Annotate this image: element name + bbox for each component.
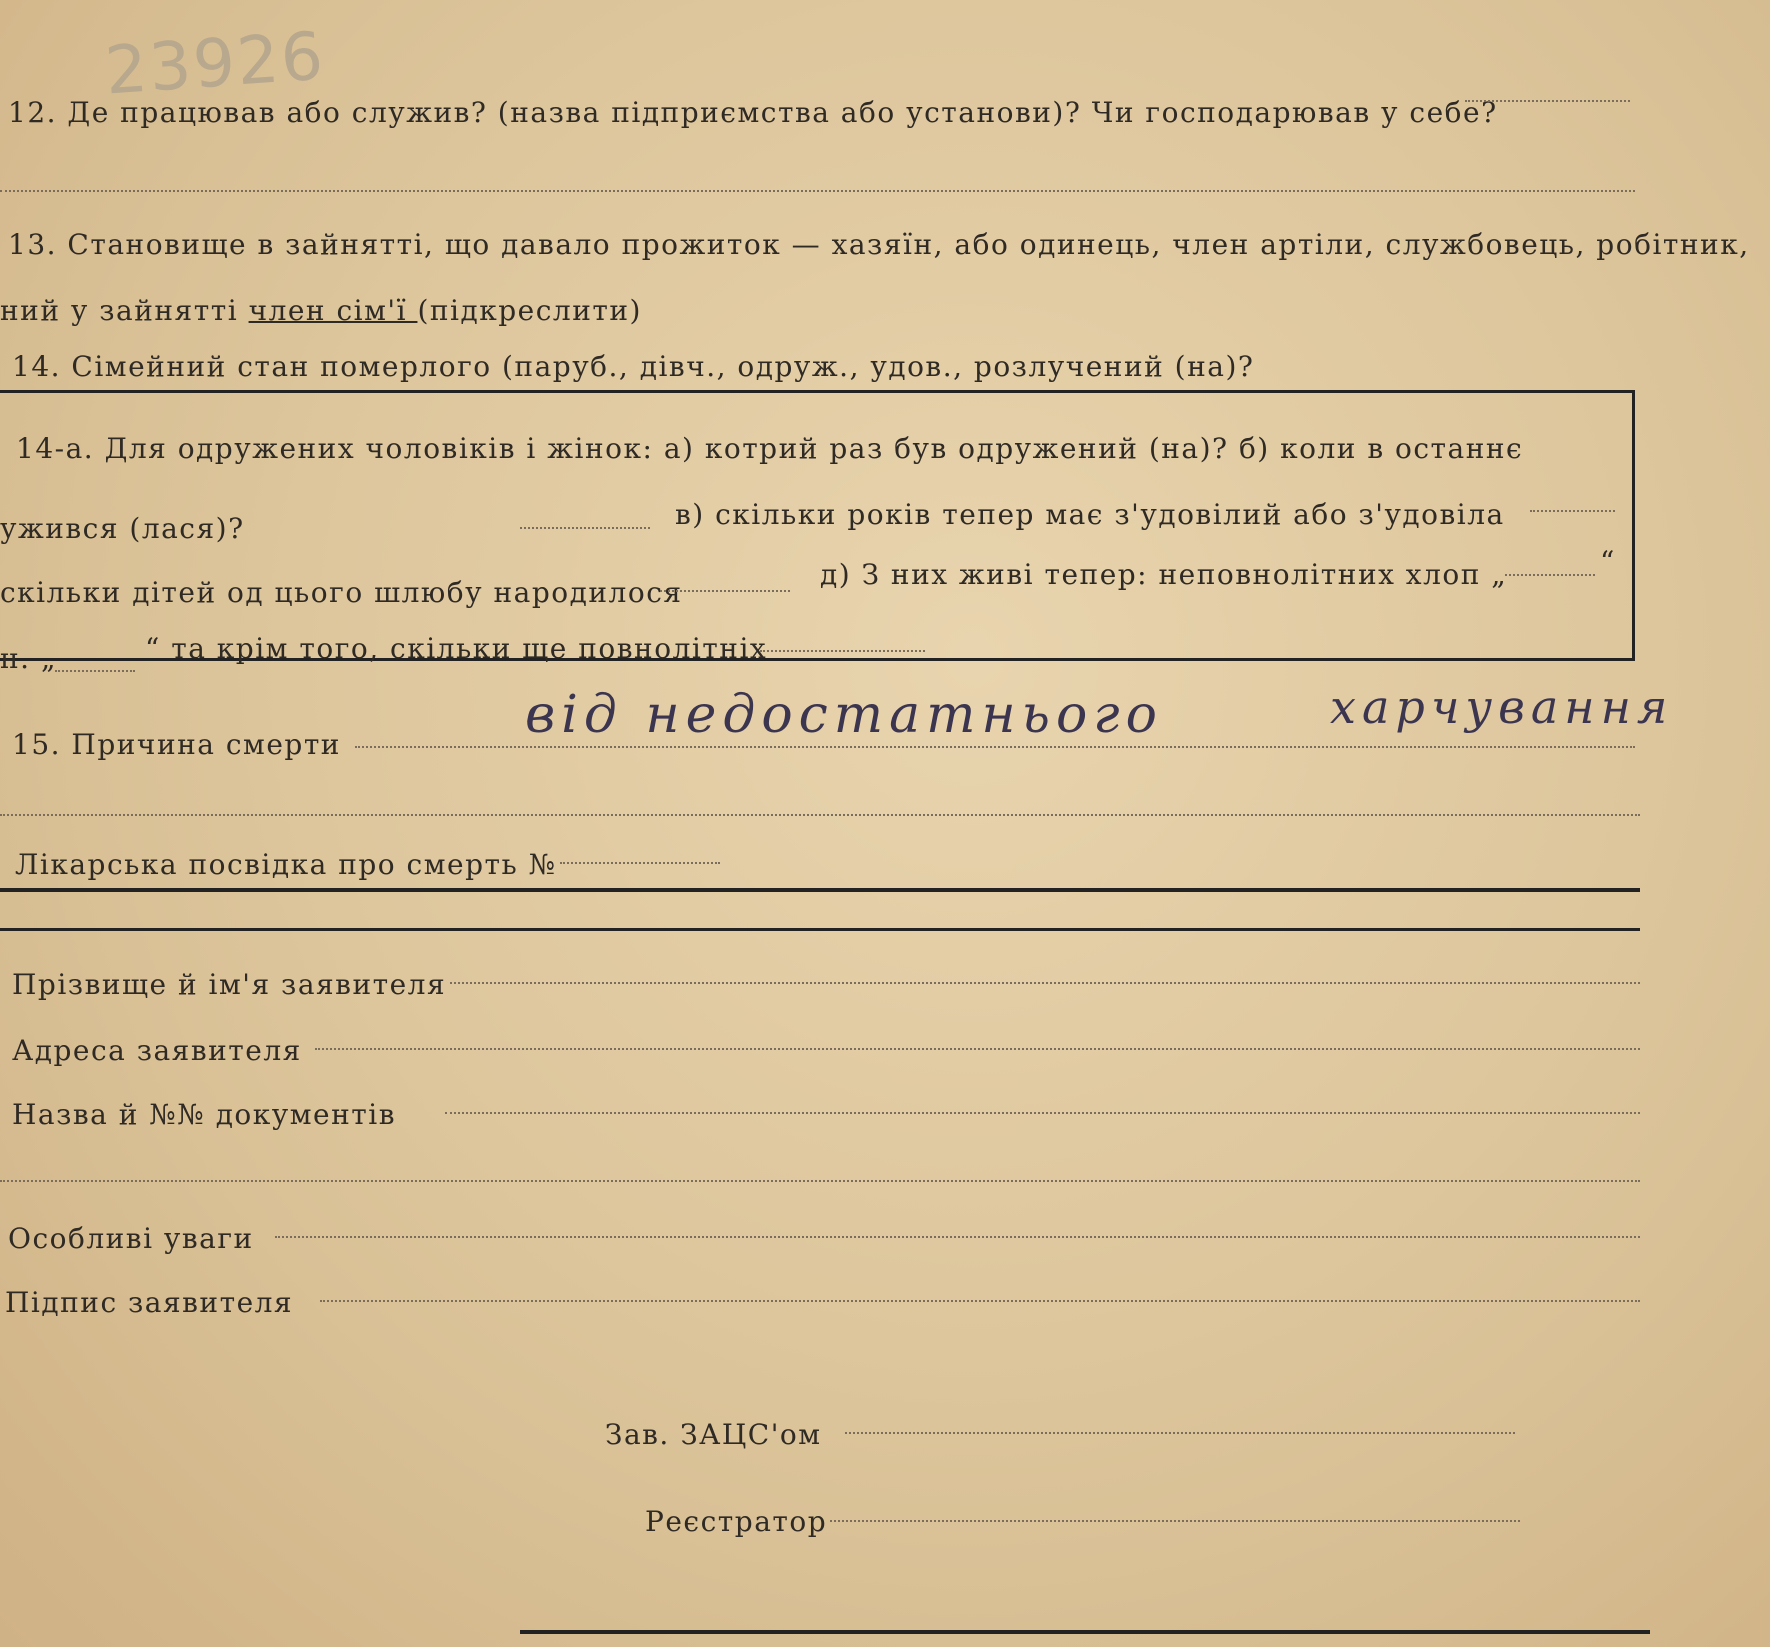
q15-handwritten-answer-part2: харчування [1330, 680, 1674, 734]
applicant-name-field[interactable] [450, 982, 1640, 984]
q14a-widowed-years-field[interactable] [1530, 510, 1615, 512]
q13-underlined-option: член сім'ї [248, 294, 418, 327]
notes-label: Особливі уваги [8, 1222, 254, 1255]
q13-line2-pre: ний у зайнятті [0, 294, 249, 327]
section-rule-2 [0, 928, 1640, 931]
q15-handwritten-answer-part1: від недостатнього [525, 685, 1163, 745]
q14a-minor-boys-field[interactable] [1505, 574, 1595, 576]
notes-field[interactable] [275, 1236, 1640, 1238]
q14a-line1: 14-а. Для одружених чоловіків і жінок: а) котрий раз був одружений (на)? б) коли в останнє [16, 432, 1524, 465]
q15-label: 15. Причина смерти [12, 728, 341, 761]
q15-field-line2[interactable] [0, 814, 1640, 816]
documents-field-line2[interactable] [0, 1180, 1640, 1182]
certificate-label: Лікарська посвідка про смерть № [15, 848, 557, 881]
q14a-children-born-field[interactable] [660, 590, 790, 592]
q12-field[interactable] [1465, 100, 1630, 102]
registrar-field[interactable] [830, 1520, 1520, 1522]
q13-line2 [0, 294, 642, 327]
q14a-line2a: ужився (лася)? [0, 512, 245, 545]
q13-line1: 13. Становище в зайнятті, що давало прожиток — хазяїн, або одинець, член артіли, службовець, робітник, [8, 228, 1750, 261]
q13-line2-post: (підкреслити) [417, 294, 642, 327]
bottom-rule [520, 1630, 1650, 1634]
q14a-line4b: “ та крім того, скільки ще повнолітніх [145, 632, 768, 665]
q14a-line3c: “ [1600, 545, 1616, 578]
q12-field-line2[interactable] [0, 190, 1635, 192]
q14-text: 14. Сімейний стан померлого (паруб., дівч., одруж., удов., розлучений (на)? [12, 350, 1255, 383]
q14a-adults-field[interactable] [760, 650, 925, 652]
q14a-line4a: н. „ [0, 642, 57, 675]
documents-field[interactable] [445, 1112, 1640, 1114]
section-rule-1 [0, 888, 1640, 892]
applicant-address-label: Адреса заявителя [12, 1034, 302, 1067]
q14a-minor-girls-field[interactable] [55, 670, 135, 672]
archive-number-stamp: 23926 [102, 17, 328, 110]
q14a-line2b: в) скільки років тепер має з'удовілий або з'удовіла [675, 498, 1505, 531]
signature-label: Підпис заявителя [5, 1286, 294, 1319]
registrar-label: Реєстратор [645, 1505, 828, 1538]
zags-head-field[interactable] [845, 1432, 1515, 1434]
signature-field[interactable] [320, 1300, 1640, 1302]
q12-text: 12. Де працював або служив? (назва підприємства або установи)? Чи господарював у себе? [8, 96, 1498, 129]
q14a-line3a: скільки дітей од цього шлюбу народилося [0, 576, 683, 609]
q14a-line3b: д) З них живі тепер: неповнолітних хлоп „ [820, 558, 1508, 591]
applicant-address-field[interactable] [315, 1048, 1640, 1050]
certificate-number-field[interactable] [560, 862, 720, 864]
zags-head-label: Зав. ЗАЦС'ом [605, 1418, 822, 1451]
documents-label: Назва й №№ документів [12, 1098, 396, 1131]
q15-field[interactable] [355, 746, 1635, 748]
q14a-last-marriage-field[interactable] [520, 527, 650, 529]
applicant-name-label: Прізвище й ім'я заявителя [12, 968, 447, 1001]
